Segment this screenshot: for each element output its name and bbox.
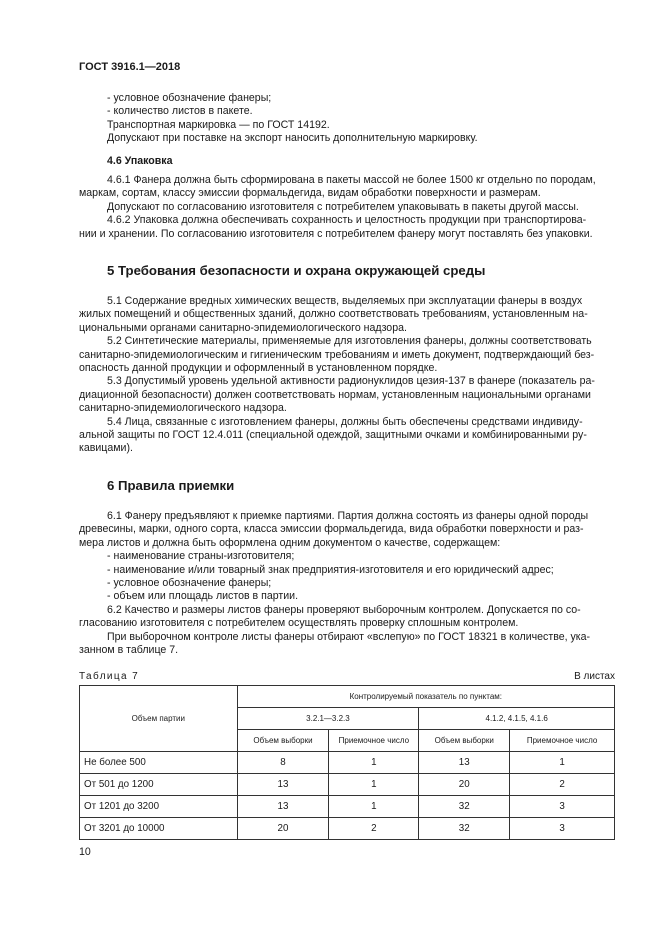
section-6-heading: 6 Правила приемки [107,478,235,493]
paragraph-line: древесины, марки, одного сорта, класса эмиссии формальдегида, вида обработки поверхности и раз- [79,523,584,536]
paragraph-line: циональными органами санитарно-эпидемиологического надзора. [79,321,407,334]
table-cell: 8 [237,752,329,774]
table-cell: 3 [510,818,615,840]
header-acceptance-number: Приемочное число [329,730,419,752]
paragraph-line: кавицами). [79,442,133,455]
table-row [80,818,615,840]
header-group-2: 4.1.2, 4.1.5, 4.1.6 [419,708,615,730]
paragraph-line: 5.4 Лица, связанные с изготовлением фанеры, должны быть обеспечены средствами индивиду- [107,415,583,428]
document-header: ГОСТ 3916.1—2018 [79,61,181,73]
table-caption: Таблица 7 [79,671,140,682]
paragraph-line: 4.6.2 Упаковка должна обеспечивать сохранность и целостность продукции при транспортирова- [107,214,587,227]
paragraph-line: Допускают по согласованию изготовителя с потребителем упаковывать в пакеты другой массы. [107,200,579,213]
table-cell: От 3201 до 10000 [80,818,238,840]
header-sample-size: Объем выборки [419,730,510,752]
table-cell: 32 [419,796,510,818]
paragraph-line: жилых помещений и общественных зданий, должно соответствовать требованиям, установленным на- [79,308,588,321]
list-item: - условное обозначение фанеры; [107,577,272,590]
table-cell: 20 [419,774,510,796]
table-cell: 1 [329,774,419,796]
section-5-body [79,295,615,456]
list-item: - наименование и/или товарный знак предприятия-изготовителя и его юридический адрес; [107,563,554,576]
paragraph-line: санитарно-эпидемиологическим и гигиеническим требованиям и иметь документ, подтверждающий без- [79,348,595,361]
paragraph-line: диационной безопасности) должен соответствовать нормам, установленным национальными органами [79,388,591,401]
paragraph-line: опасность данной продукции и оформленный в установленном порядке. [79,362,438,375]
table-cell: 2 [510,774,615,796]
table-cell: 32 [419,818,510,840]
table-cell: 2 [329,818,419,840]
paragraph-line: 5.2 Синтетические материалы, применяемые для изготовления фанеры, должны соответствовать [107,335,592,348]
paragraph-line: При выборочном контроле листы фанеры отбирают «вслепую» по ГОСТ 18321 в количестве, ука- [107,630,591,643]
table-cell: 13 [419,752,510,774]
header-acceptance-number: Приемочное число [510,730,615,752]
paragraph-line: 5.1 Содержание вредных химических веществ, выделяемых при эксплуатации фанеры в воздух [107,295,583,307]
paragraph-line: маркам, сортам, классу эмиссии формальдегида, видам обработки поверхности и размерам. [79,187,541,200]
table-cell: 20 [237,818,329,840]
table-cell: 3 [510,796,615,818]
section-5-heading: 5 Требования безопасности и охрана окружающей среды [107,263,486,278]
header-group-1: 3.2.1—3.2.3 [237,708,419,730]
table-cell: 13 [237,774,329,796]
paragraph-line: Транспортная маркировка — по ГОСТ 14192. [107,118,330,131]
header-controlled-indicator: Контролируемый показатель по пунктам: [237,686,614,708]
paragraph-line: санитарно-эпидемиологического надзора. [79,402,287,415]
section-4-6-heading: 4.6 Упаковка [107,155,173,167]
paragraph-line: гласованию изготовителя с потребителем осуществлять проверку сплошным контролем. [79,617,519,630]
header-party-volume: Объем партии [80,686,238,752]
table-cell: 1 [329,752,419,774]
paragraph-line: 4.6.1 Фанера должна быть сформирована в пакеты массой не более 1500 кг отдельно по породам, [107,174,596,186]
acceptance-table [79,685,615,840]
page-number: 10 [79,846,91,858]
intro-block [79,92,615,146]
paragraph-line: 6.2 Качество и размеры листов фанеры проверяют выборочным контролем. Допускается по со- [107,603,581,616]
paragraph-line: занном в таблице 7. [79,644,179,657]
list-item: - количество листов в пакете. [107,105,253,118]
list-item: - наименование страны-изготовителя; [107,550,295,563]
table-cell: От 1201 до 3200 [80,796,238,818]
list-item: - объем или площадь листов в партии. [107,590,299,603]
paragraph-line: 6.1 Фанеру предъявляют к приемке партиями. Партия должна состоять из фанеры одной породы [107,510,589,522]
table-row [80,796,615,818]
paragraph-line: нии и хранении. По согласованию изготовителя с потребителем фанеру могут поставлять без упаковки. [79,227,593,240]
list-item: - условное обозначение фанеры; [107,92,272,104]
table-cell: 1 [329,796,419,818]
table-row [80,774,615,796]
paragraph-line: Допускают при поставке на экспорт наносить дополнительную маркировку. [107,132,478,145]
paragraph-line: мера листов и должна быть оформлена одним документом о качестве, содержащем: [79,536,501,549]
section-6-body [79,510,615,657]
table-row [80,752,615,774]
table-cell: От 501 до 1200 [80,774,238,796]
paragraph-line: 5.3 Допустимый уровень удельной активности радионуклидов цезия-137 в фанере (показатель ра- [107,375,595,388]
table-unit: В листах [574,671,615,682]
paragraph-line: альной защиты по ГОСТ 12.4.011 (специальной одеждой, защитными очками и комбинированными ру- [79,429,587,442]
section-4-6-body [79,174,615,241]
table-cell: Не более 500 [80,752,238,774]
table-cell: 13 [237,796,329,818]
table-cell: 1 [510,752,615,774]
header-sample-size: Объем выборки [237,730,329,752]
